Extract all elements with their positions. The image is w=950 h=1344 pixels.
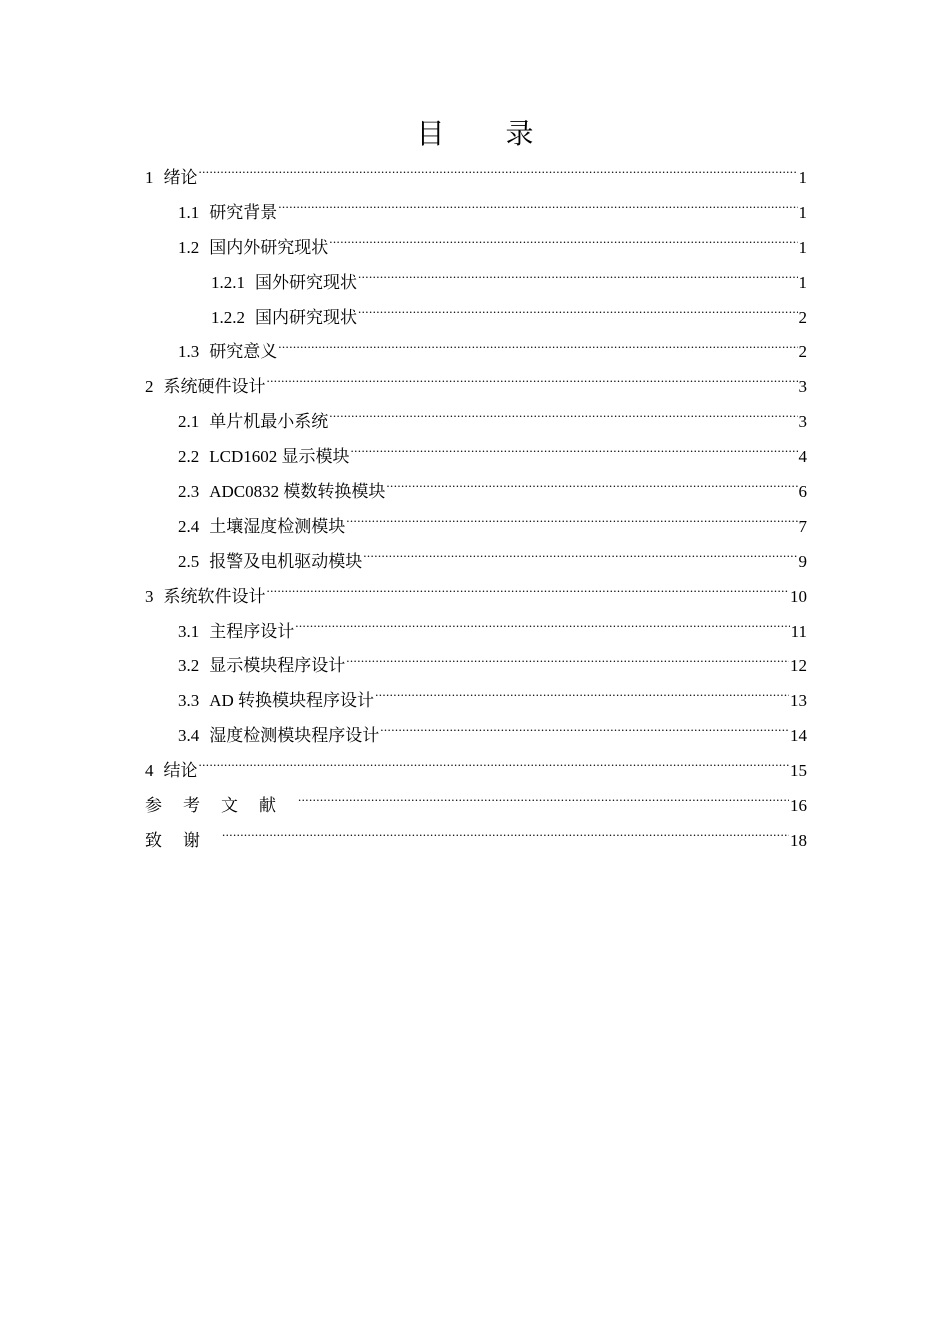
toc-entry-title: 系统硬件设计 [163,377,266,397]
toc-entry-page-number: 3 [798,377,807,397]
toc-entry-title: 国外研究现状 [255,272,357,292]
toc-entry[interactable] [145,510,807,545]
toc-entry-page-number: 14 [790,726,807,746]
toc-entry-page-number: 9 [798,551,807,571]
toc-entry-title: 显示模块程序设计 [209,656,346,676]
toc-entry-number: 1.1 [178,202,200,222]
toc-entry-title: 报警及电机驱动模块 [209,551,363,571]
toc-entry-title: 致谢 [145,830,221,850]
toc-entry-number: 3.2 [178,656,200,676]
toc-entry-number: 2 [145,377,154,397]
toc-entry-title: 研究意义 [209,342,278,362]
toc-entry-page-number: 4 [798,447,807,467]
toc-entry-page-number: 15 [790,761,807,781]
toc-entry-page-number: 16 [790,796,807,816]
toc-entry[interactable] [145,196,807,231]
toc-entry[interactable] [145,231,807,266]
toc-entry[interactable] [145,161,807,196]
toc-entry-title: AD 转换模块程序设计 [209,691,375,711]
dot-leader [267,585,790,602]
toc-entry-number: 2.3 [178,482,200,502]
dot-leader [346,654,789,671]
toc-entry-number: 1.2 [178,237,200,257]
toc-entry[interactable] [145,754,807,789]
toc-entry[interactable] [145,475,807,510]
toc-entry-number: 3.4 [178,726,200,746]
toc-entry-title: 参考文献 [145,796,297,816]
toc-entry-number: 3.3 [178,691,200,711]
toc-entry-title: 结论 [163,761,198,781]
dot-leader [386,480,797,497]
dot-leader [380,724,789,741]
toc-entry-title: 土壤湿度检测模块 [209,516,346,536]
dot-leader [358,306,798,323]
toc-entry-number: 3 [145,586,154,606]
dot-leader [351,445,798,462]
toc-entry-page-number: 12 [790,656,807,676]
toc-entry-title: LCD1602 显示模块 [209,447,350,467]
toc-entry-page-number: 1 [798,272,807,292]
toc-entry[interactable] [145,545,807,580]
dot-leader [329,236,797,253]
toc-entry-number: 1 [145,168,154,187]
toc-entry-page-number: 6 [798,482,807,502]
toc-entry-page-number: 2 [798,342,807,362]
toc-entry[interactable] [145,335,807,370]
toc-entry-title: 研究背景 [209,202,278,222]
toc-entry[interactable] [145,789,807,824]
toc-entry[interactable] [145,649,807,684]
toc-entry-page-number: 3 [798,412,807,432]
toc-entry-title: 湿度检测模块程序设计 [209,726,380,746]
toc-entry[interactable] [145,266,807,301]
dot-leader [358,271,798,288]
dot-leader [267,375,798,392]
toc-entry-title: ADC0832 模数转换模块 [209,482,386,502]
toc-entry[interactable] [145,440,807,475]
dot-leader [222,829,789,846]
toc-entry-page-number: 1 [798,237,807,257]
toc-entry[interactable] [145,719,807,754]
toc-entry-title: 单片机最小系统 [209,412,329,432]
toc-entry[interactable] [145,370,807,405]
toc-entry-page-number: 2 [798,307,807,327]
toc-entry[interactable] [145,684,807,719]
dot-leader [199,759,790,776]
dot-leader [278,201,797,218]
toc-entry-number: 4 [145,761,154,781]
toc-entry-number: 1.3 [178,342,200,362]
page-title: 目 录 [416,117,560,150]
dot-leader [329,410,797,427]
toc-entry-number: 3.1 [178,621,200,641]
dot-leader [298,794,789,811]
toc-entry[interactable] [145,615,807,650]
toc-entry-title: 国内研究现状 [255,307,357,327]
dot-leader [199,166,798,183]
table-of-contents [145,161,807,859]
toc-entry-page-number: 1 [798,168,807,187]
toc-entry[interactable] [145,301,807,336]
toc-entry-title: 绪论 [163,168,198,187]
toc-entry-number: 2.2 [178,447,200,467]
toc-entry-title: 国内外研究现状 [209,237,329,257]
toc-entry-title: 系统软件设计 [163,586,266,606]
dot-leader [278,340,797,357]
toc-entry-number: 2.1 [178,412,200,432]
toc-entry-number: 1.2.1 [211,272,245,292]
toc-entry[interactable] [145,824,807,859]
toc-entry[interactable] [145,405,807,440]
dot-leader [375,689,789,706]
toc-entry-page-number: 1 [798,202,807,222]
dot-leader [363,550,797,567]
toc-entry-number: 2.5 [178,551,200,571]
toc-entry-number: 2.4 [178,516,200,536]
toc-entry-title: 主程序设计 [209,621,295,641]
toc-entry-page-number: 13 [790,691,807,711]
toc-entry-number: 1.2.2 [211,307,245,327]
toc-entry-page-number: 10 [790,586,807,606]
toc-entry-page-number: 11 [790,621,807,641]
toc-entry[interactable] [145,580,807,615]
toc-entry-page-number: 18 [790,830,807,850]
dot-leader [295,620,789,637]
toc-entry-page-number: 7 [798,516,807,536]
dot-leader [346,515,797,532]
